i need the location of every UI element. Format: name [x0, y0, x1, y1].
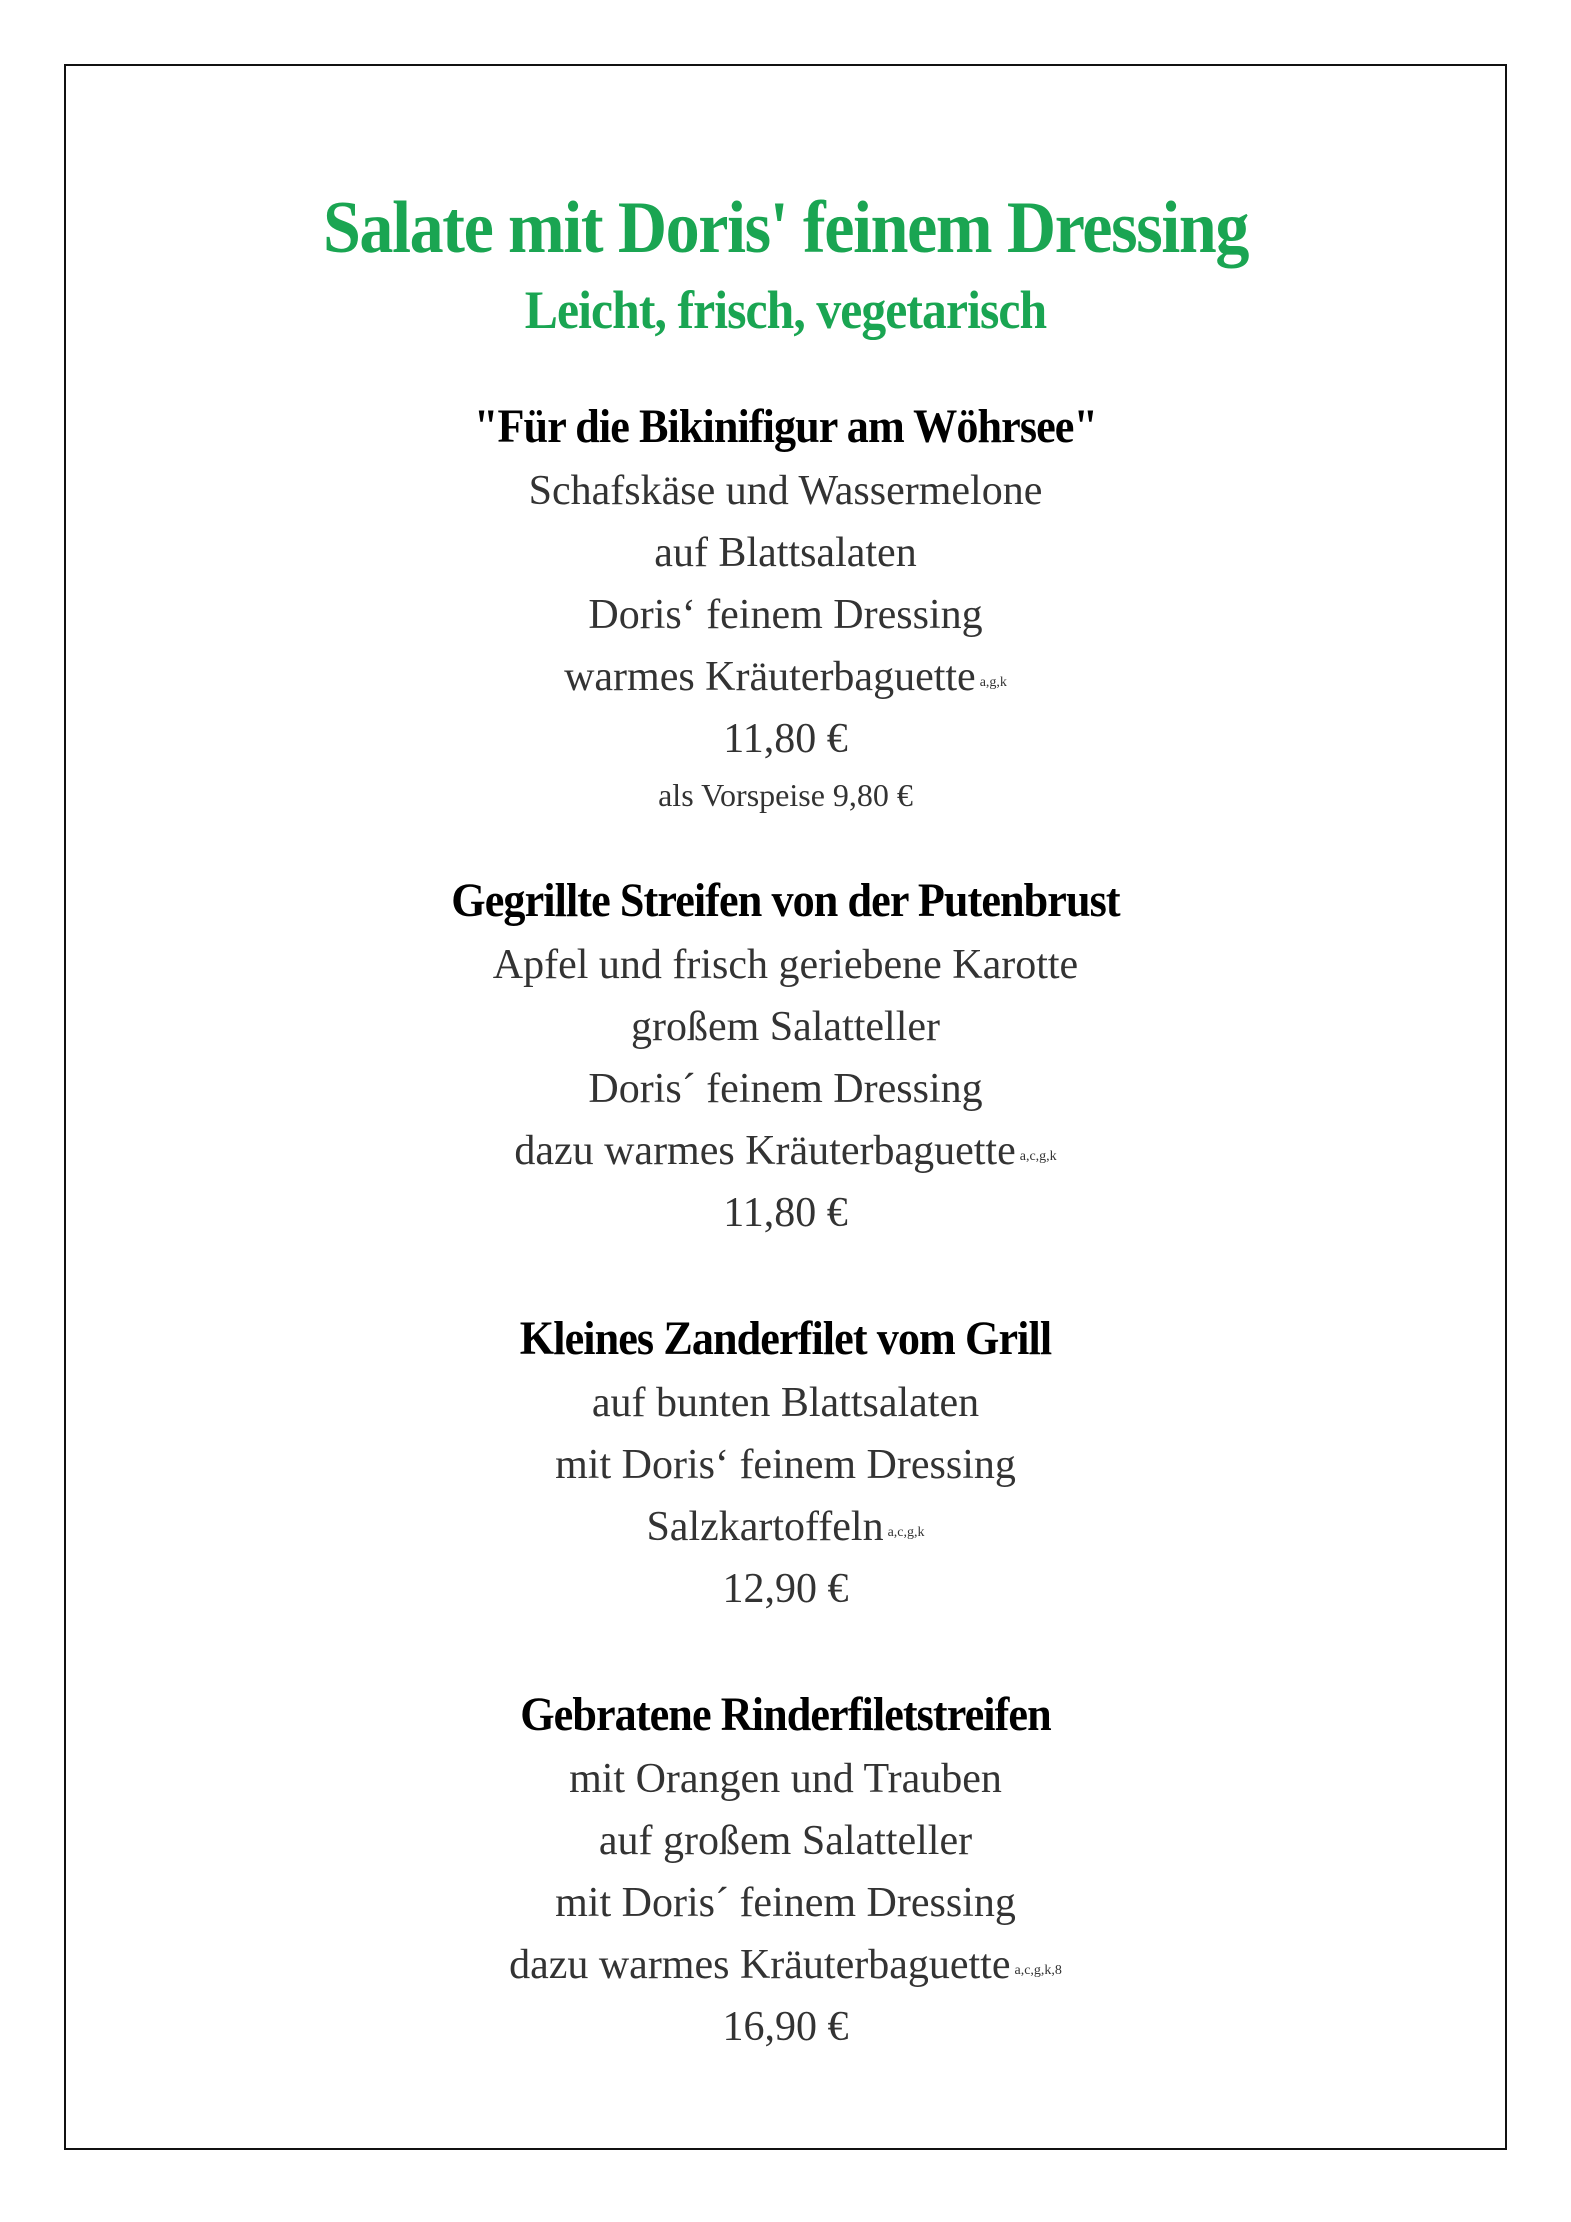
- dish-line: Doris‘ feinem Dressing: [588, 592, 983, 638]
- dish-line: mit Orangen und Trauben: [569, 1756, 1002, 1802]
- dish-line: Apfel und frisch geriebene Karotte: [492, 942, 1079, 988]
- dish-section: [64, 394, 1507, 820]
- dish-line: auf bunten Blattsalaten: [591, 1380, 980, 1426]
- dish-line: Salzkartoffeln: [646, 1504, 884, 1550]
- menu-subtitle: Leicht, frisch, vegetarisch: [524, 280, 1047, 340]
- dish-title: Gegrillte Streifen von der Putenbrust: [451, 874, 1120, 927]
- dish-line: Doris´ feinem Dressing: [588, 1066, 983, 1112]
- allergen-codes: a,c,g,k: [887, 1525, 925, 1540]
- dish-line-with-allergens: [64, 1120, 1507, 1182]
- dish-line: dazu warmes Kräuterbaguette: [514, 1128, 1016, 1174]
- dish-price: 16,90 €: [722, 2004, 849, 2050]
- dish-line: auf Blattsalaten: [654, 530, 917, 576]
- dish-line: Schafskäse und Wassermelone: [528, 468, 1043, 514]
- allergen-codes: a,c,g,k: [1019, 1149, 1057, 1164]
- dish-section: [64, 1682, 1507, 2058]
- dish-price: 12,90 €: [722, 1566, 849, 1612]
- starter-price-note: als Vorspeise 9,80 €: [658, 777, 913, 813]
- dish-line: mit Doris´ feinem Dressing: [555, 1880, 1016, 1926]
- dish-price: 11,80 €: [723, 1190, 848, 1236]
- dish-line: mit Doris‘ feinem Dressing: [555, 1442, 1016, 1488]
- dish-line: dazu warmes Kräuterbaguette: [509, 1942, 1011, 1988]
- dish-price: 11,80 €: [723, 716, 848, 762]
- menu-title: Salate mit Doris' feinem Dressing: [322, 187, 1249, 269]
- menu-page: [64, 64, 1507, 2058]
- dish-section: [64, 868, 1507, 1244]
- dish-line-with-allergens: [64, 1496, 1507, 1558]
- dish-line: warmes Kräuterbaguette: [564, 654, 976, 700]
- dish-title: Kleines Zanderfilet vom Grill: [519, 1312, 1052, 1365]
- dish-line: auf großem Salatteller: [598, 1818, 973, 1864]
- dish-line: großem Salatteller: [630, 1004, 941, 1050]
- dish-title: Gebratene Rinderfiletstreifen: [520, 1688, 1051, 1741]
- dish-line-with-allergens: [64, 646, 1507, 708]
- allergen-codes: a,g,k: [979, 675, 1007, 690]
- dish-section: [64, 1306, 1507, 1620]
- dish-title: "Für die Bikinifigur am Wöhrsee": [473, 400, 1098, 453]
- dish-line-with-allergens: [64, 1934, 1507, 1996]
- allergen-codes: a,c,g,k,8: [1014, 1963, 1062, 1978]
